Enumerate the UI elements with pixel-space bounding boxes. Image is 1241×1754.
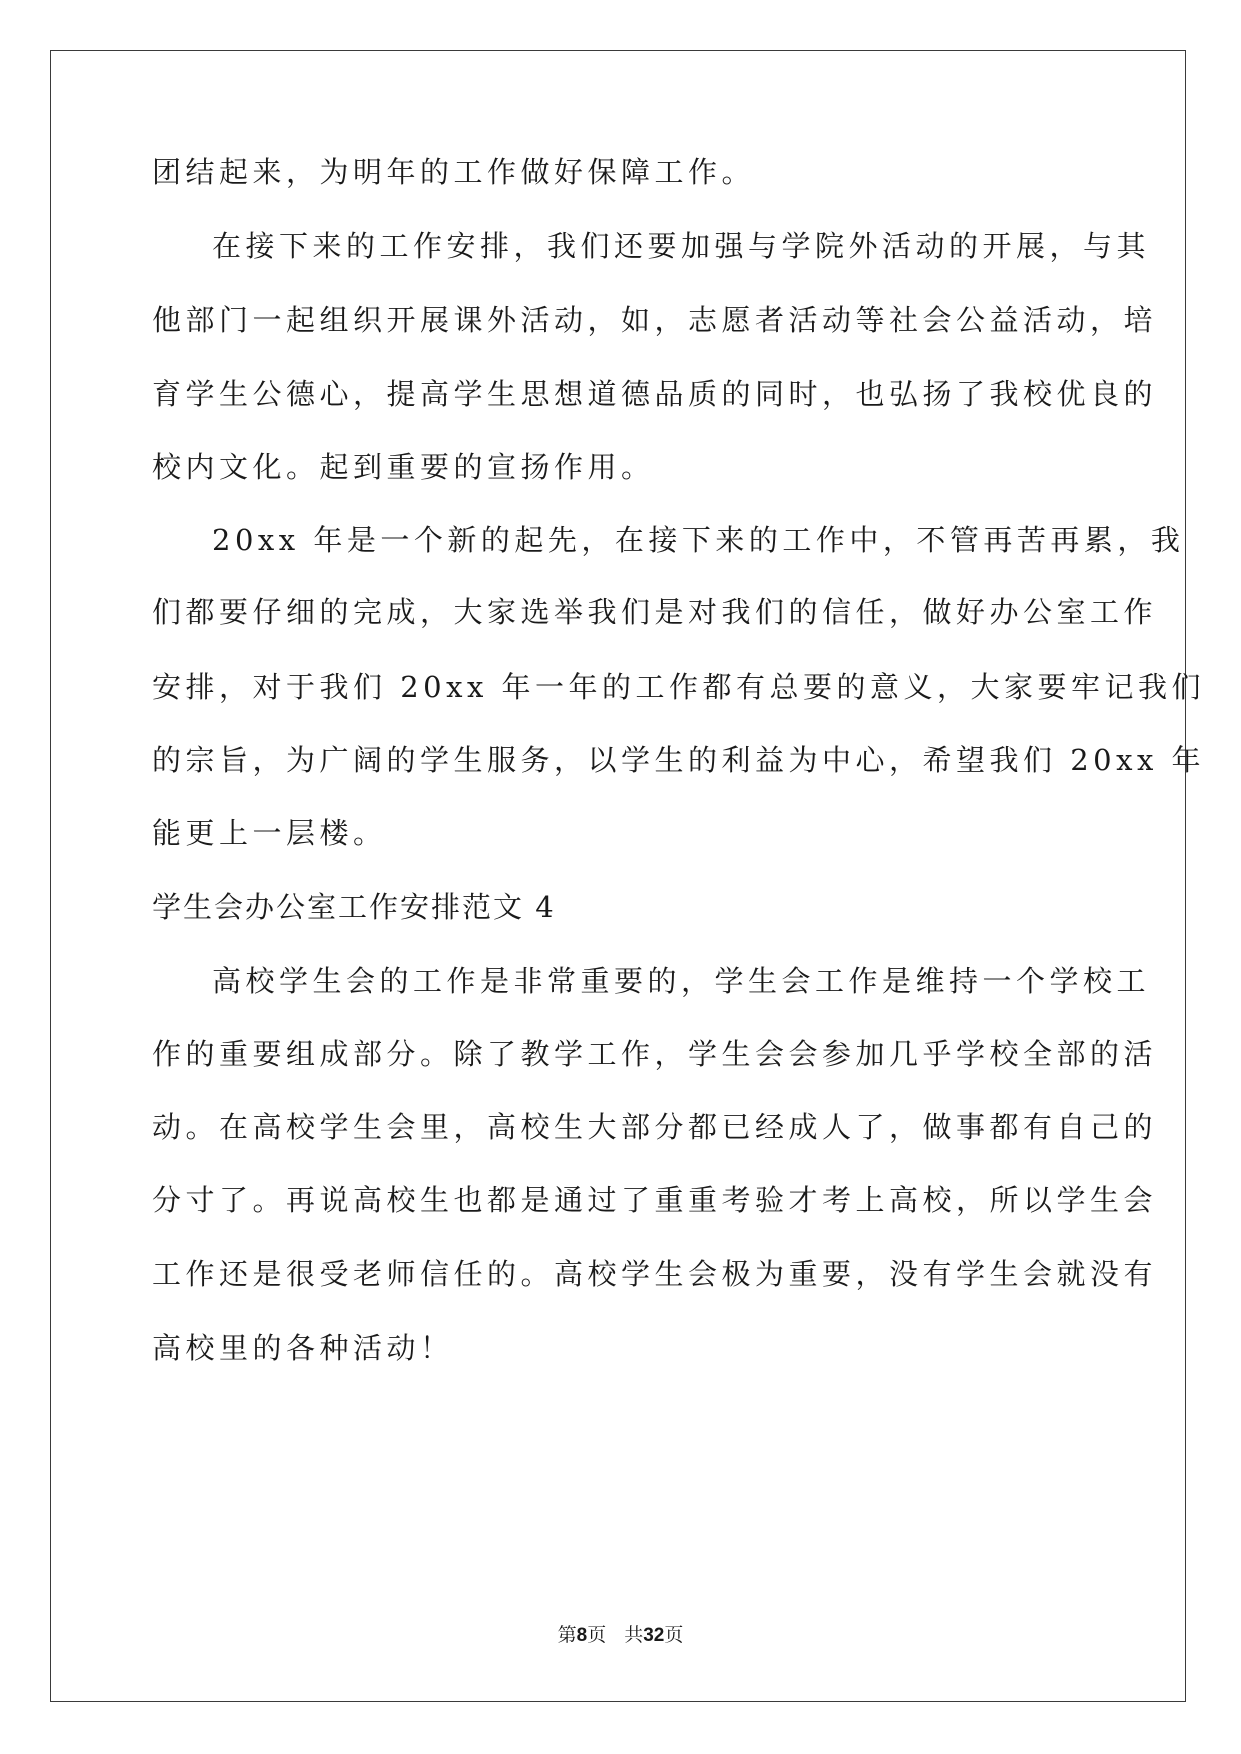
total-prefix: 共 bbox=[624, 1624, 644, 1646]
page-suffix: 页 bbox=[587, 1624, 607, 1646]
body-text-line: 工作还是很受老师信任的。高校学生会极为重要，没有学生会就没有 bbox=[152, 1257, 1158, 1291]
section-heading: 学生会办公室工作安排范文 4 bbox=[152, 890, 556, 924]
body-text-line: 能更上一层楼。 bbox=[152, 816, 387, 850]
paragraph-first-line: 20xx 年是一个新的起先，在接下来的工作中，不管再苦再累，我 bbox=[212, 523, 1185, 557]
page-footer bbox=[0, 1622, 1241, 1649]
body-text-line: 动。在高校学生会里，高校生大部分都已经成人了，做事都有自己的 bbox=[152, 1110, 1158, 1144]
body-text-line: 的宗旨，为广阔的学生服务，以学生的利益为中心，希望我们 20xx 年 bbox=[152, 743, 1206, 777]
total-pages: 32 bbox=[643, 1625, 665, 1646]
body-text-line: 作的重要组成部分。除了教学工作，学生会会参加几乎学校全部的活 bbox=[152, 1037, 1158, 1071]
body-text-line: 校内文化。起到重要的宣扬作用。 bbox=[152, 450, 655, 484]
paragraph-first-line: 高校学生会的工作是非常重要的，学生会工作是维持一个学校工 bbox=[212, 964, 1151, 998]
body-text-line: 分寸了。再说高校生也都是通过了重重考验才考上高校，所以学生会 bbox=[152, 1183, 1158, 1217]
paragraph-first-line: 在接下来的工作安排，我们还要加强与学院外活动的开展，与其 bbox=[212, 229, 1151, 263]
body-text-line: 们都要仔细的完成，大家选举我们是对我们的信任，做好办公室工作 bbox=[152, 595, 1158, 629]
page-number: 8 bbox=[576, 1625, 588, 1646]
body-text-line: 育学生公德心，提高学生思想道德品质的同时，也弘扬了我校优良的 bbox=[152, 377, 1158, 411]
body-text-line: 安排，对于我们 20xx 年一年的工作都有总要的意义，大家要牢记我们 bbox=[152, 670, 1206, 704]
total-suffix: 页 bbox=[664, 1624, 684, 1646]
page-prefix: 第 bbox=[557, 1624, 577, 1646]
body-text-line: 高校里的各种活动！ bbox=[152, 1331, 454, 1365]
body-text-line: 团结起来，为明年的工作做好保障工作。 bbox=[152, 155, 756, 189]
page-border bbox=[50, 50, 1186, 1702]
body-text-line: 他部门一起组织开展课外活动，如，志愿者活动等社会公益活动，培 bbox=[152, 303, 1158, 337]
